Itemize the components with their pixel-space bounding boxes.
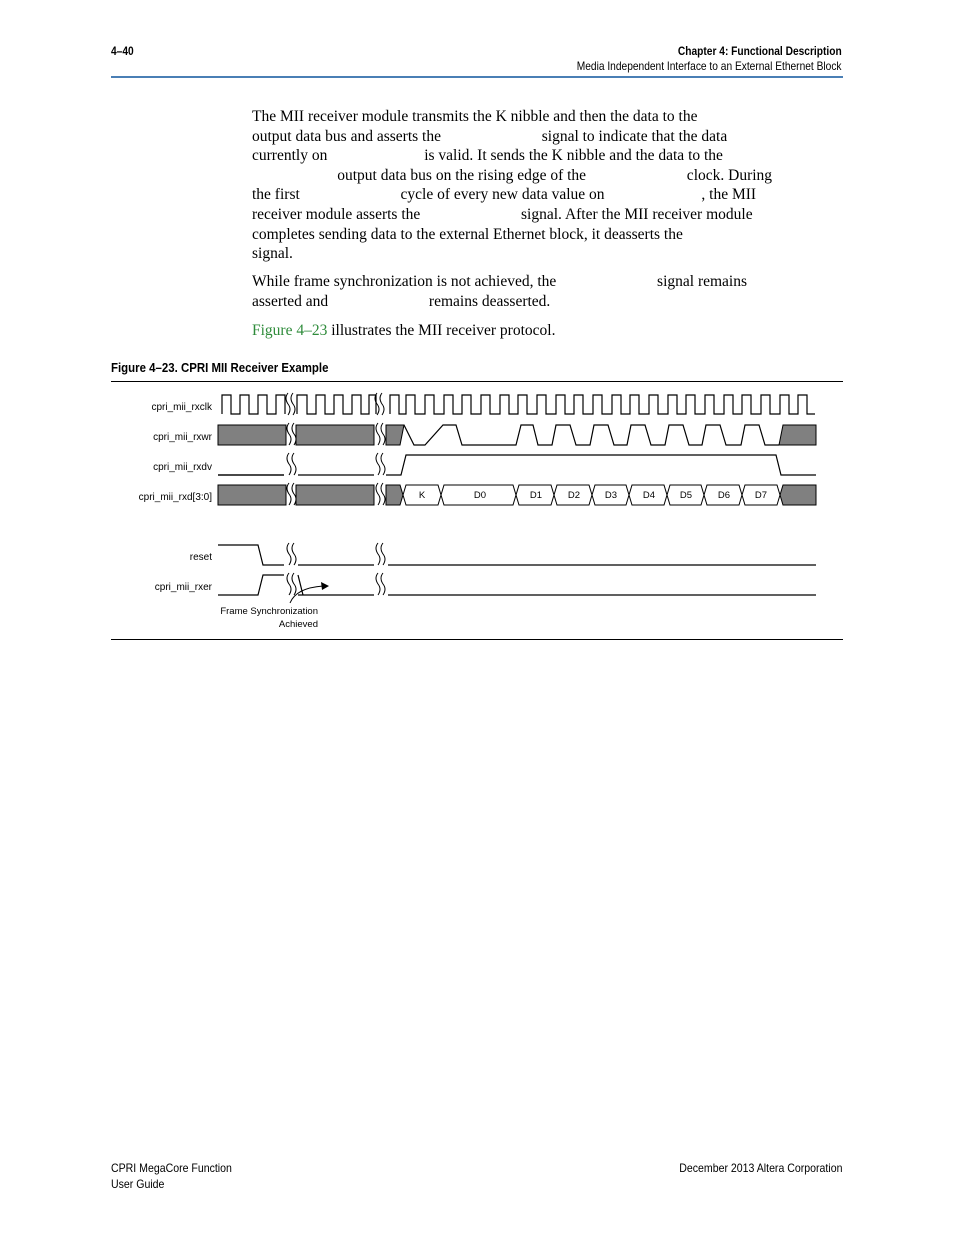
timing-diagram [0, 382, 954, 638]
header-rule [111, 76, 843, 78]
text-line: asserted and remains deasserted. [252, 292, 551, 310]
rxd-label-d1: D1 [529, 490, 543, 501]
rxer-waveform [218, 575, 816, 595]
sync-arrowhead-icon [321, 582, 329, 590]
footer-date-company: December 2013 Altera Corporation [678, 1161, 842, 1175]
chapter-title: Chapter 4: Functional Description [678, 44, 842, 58]
signal-label-rxdv: cpri_mii_rxdv [153, 462, 212, 473]
text-line: While frame synchronization is not achieved, the signal remains [252, 273, 748, 290]
text-line: receiver module asserts the signal. After the MII receiver module [252, 205, 753, 223]
section-title: Media Independent Interface to an External Ethernet Block [577, 59, 842, 73]
rxd-label-d6: D6 [717, 490, 731, 501]
signal-label-reset: reset [189, 552, 212, 563]
rxd-label-d7: D7 [754, 490, 768, 501]
text-line: the first cycle of every new data value on , the MII [252, 186, 757, 204]
annotation-line1: Frame Synchronization [220, 606, 318, 617]
figure-bottom-rule [111, 639, 843, 640]
rxd-label-d5: D5 [679, 490, 693, 501]
rxdv-break-marks [287, 453, 385, 475]
rxwr-waveform [218, 425, 816, 445]
rxd-label-d2: D2 [567, 490, 581, 501]
signal-label-rxd: cpri_mii_rxd[3:0] [138, 492, 212, 503]
text-line: The MII receiver module transmits the K nibble and then the data to the [252, 108, 698, 125]
signal-label-rxclk: cpri_mii_rxclk [151, 402, 212, 413]
page-number: 4–40 [111, 44, 134, 58]
text-line: output data bus and asserts the signal to indicate that the data [252, 127, 728, 145]
rxd-label-k: K [418, 490, 426, 501]
figure-ref-text: illustrates the MII receiver protocol. [327, 322, 556, 339]
signal-label-rxer: cpri_mii_rxer [154, 582, 212, 593]
reset-break-marks [287, 543, 385, 565]
footer-product: CPRI MegaCore Function [111, 1161, 232, 1175]
footer-doc-type: User Guide [111, 1177, 165, 1191]
rxd-label-d0: D0 [473, 490, 487, 501]
text-line: completes sending data to the external Ethernet block, it deasserts the [252, 225, 683, 243]
text-line: currently on is valid. It sends the K nibble and the data to the [252, 147, 723, 165]
annotation-line2: Achieved [278, 619, 318, 630]
paragraph-rx-module [252, 107, 852, 264]
paragraph-frame-sync [252, 272, 852, 311]
figure-link[interactable]: Figure 4–23 [252, 322, 328, 339]
figure-caption: Figure 4–23. CPRI MII Receiver Example [111, 360, 329, 375]
rxd-label-d4: D4 [642, 490, 656, 501]
text-line: signal. [252, 245, 293, 263]
signal-label-rxwr: cpri_mii_rxwr [153, 432, 212, 443]
reset-waveform [218, 545, 816, 565]
text-line: output data bus on the rising edge of the clock. During [252, 166, 773, 184]
rxdv-waveform-2 [218, 455, 816, 475]
rxclk-waveform [222, 395, 815, 414]
rxd-label-d3: D3 [604, 490, 618, 501]
paragraph-figure-ref [252, 321, 852, 341]
